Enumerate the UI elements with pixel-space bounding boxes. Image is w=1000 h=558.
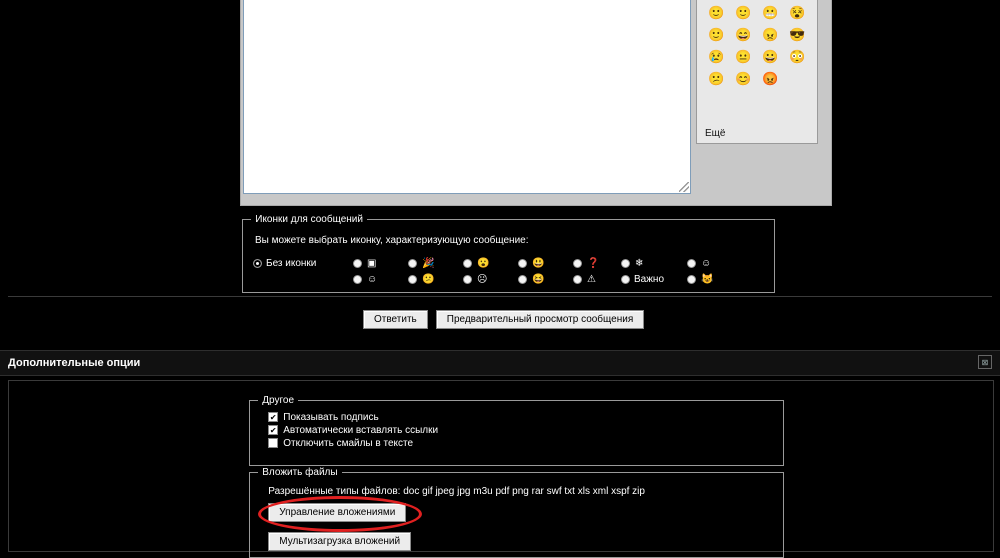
icon-option[interactable] [518, 255, 570, 271]
icon-option-glyph: 😆 [532, 273, 545, 285]
radio-icon[interactable] [687, 259, 696, 268]
attachments-fieldset [249, 467, 784, 558]
icon-option-glyph: 😮 [477, 257, 490, 269]
checkbox-auto-links[interactable] [268, 425, 774, 436]
icon-option[interactable] [408, 271, 460, 287]
smiley-icon[interactable]: 😢 [708, 48, 725, 64]
advanced-options-body [8, 380, 994, 552]
smiley-panel [696, 0, 818, 144]
icon-option-glyph: ⚠ [587, 273, 596, 285]
smiley-icon[interactable]: 🙂 [708, 4, 725, 20]
icon-option-glyph: 😺 [701, 273, 714, 285]
smiley-icon[interactable]: 😀 [762, 48, 779, 64]
smiley-icon[interactable]: 😊 [735, 70, 752, 86]
smiley-icon[interactable]: 😐 [735, 48, 752, 64]
smiley-icon[interactable]: 😠 [762, 26, 779, 42]
radio-icon[interactable] [408, 275, 417, 284]
smiley-icon[interactable]: 😎 [789, 26, 806, 42]
checkbox-label: Автоматически вставлять ссылки [283, 424, 439, 436]
radio-icon[interactable] [353, 275, 362, 284]
checkbox-label: Показывать подпись [283, 411, 379, 423]
smiley-icon[interactable]: 😄 [735, 26, 752, 42]
radio-icon[interactable] [353, 259, 362, 268]
checkbox-icon[interactable]: ✔ [269, 425, 277, 435]
icon-option-glyph: ☹ [477, 273, 488, 285]
radio-icon[interactable] [518, 275, 527, 284]
icon-option[interactable] [408, 255, 460, 271]
other-options-fieldset [249, 395, 784, 466]
checkbox-show-signature[interactable] [268, 412, 774, 423]
icon-option-label: Важно [634, 273, 665, 285]
smiley-icon[interactable]: 🙂 [735, 4, 752, 20]
advanced-options-bar[interactable] [0, 350, 1000, 376]
other-options-legend: Другое [262, 395, 295, 406]
submit-buttons [363, 310, 644, 329]
icon-option-glyph: 😕 [422, 273, 435, 285]
radio-icon[interactable] [687, 275, 696, 284]
smiley-icon[interactable]: 😵 [789, 4, 806, 20]
icon-option[interactable] [687, 271, 739, 287]
smiley-icon[interactable]: 😳 [789, 48, 806, 64]
icon-option[interactable] [463, 255, 515, 271]
checkbox-icon[interactable] [268, 438, 278, 448]
attachments-legend: Вложить файлы [262, 467, 338, 478]
message-icons-legend: Иконки для сообщений [255, 214, 363, 225]
manage-attachments-wrapper [268, 503, 406, 522]
radio-icon[interactable] [573, 259, 582, 268]
radio-icon[interactable] [253, 259, 262, 268]
radio-icon[interactable] [518, 259, 527, 268]
icon-option[interactable] [353, 271, 405, 287]
radio-icon[interactable] [463, 275, 472, 284]
smiley-icon[interactable]: 😕 [708, 70, 725, 86]
icon-option[interactable] [463, 271, 515, 287]
reply-button[interactable]: Ответить [363, 310, 428, 329]
icon-option[interactable] [687, 255, 739, 271]
icon-option-label: Без иконки [266, 257, 317, 269]
message-icons-caption: Вы можете выбрать иконку, характеризующую сообщение: [255, 235, 529, 246]
icon-option-glyph: ❄ [635, 257, 644, 269]
multiupload-wrapper [268, 532, 774, 551]
icon-option-glyph: 🎉 [422, 257, 435, 269]
radio-icon[interactable] [621, 275, 630, 284]
icon-option[interactable] [573, 255, 625, 271]
icon-option[interactable] [353, 255, 405, 271]
radio-icon[interactable] [463, 259, 472, 268]
checkbox-label: Отключить смайлы в тексте [283, 437, 414, 449]
smiley-more-link[interactable]: Ещё [705, 128, 726, 139]
icon-option-glyph: ☺ [701, 257, 712, 269]
radio-icon[interactable] [408, 259, 417, 268]
allowed-file-types: Разрешённые типы файлов: doc gif jpeg jpg m3u pdf png rar swf txt xls xml xspf zip [268, 485, 645, 497]
icon-option-none[interactable] [253, 255, 353, 271]
smiley-icon[interactable]: 😬 [762, 4, 779, 20]
smiley-icon[interactable]: 🙂 [708, 26, 725, 42]
radio-icon[interactable] [621, 259, 630, 268]
icon-option-glyph: 😃 [532, 257, 545, 269]
preview-button[interactable]: Предварительный просмотр сообщения [436, 310, 645, 329]
icon-option[interactable] [518, 271, 570, 287]
divider [8, 296, 992, 297]
checkbox-disable-smileys[interactable] [268, 438, 774, 449]
icon-option-glyph: ▣ [367, 257, 377, 269]
multiupload-button[interactable]: Мультизагрузка вложений [268, 532, 411, 551]
advanced-options-title: Дополнительные опции [8, 357, 141, 369]
smiley-icon[interactable]: 😡 [762, 70, 779, 86]
checkbox-icon[interactable]: ✔ [269, 412, 277, 422]
icon-option-important[interactable] [621, 271, 691, 287]
collapse-icon[interactable]: ⊠ [978, 355, 992, 369]
icon-option[interactable] [621, 255, 691, 271]
textarea-resize-handle[interactable] [679, 182, 689, 192]
smiley-grid [703, 1, 813, 89]
icon-option-glyph: ☺ [367, 273, 378, 285]
message-icons-fieldset [242, 214, 775, 293]
manage-attachments-button[interactable]: Управление вложениями [268, 503, 406, 522]
message-textarea[interactable] [243, 0, 691, 194]
icon-option-glyph: ❓ [587, 257, 600, 269]
radio-icon[interactable] [573, 275, 582, 284]
icon-option[interactable] [573, 271, 625, 287]
